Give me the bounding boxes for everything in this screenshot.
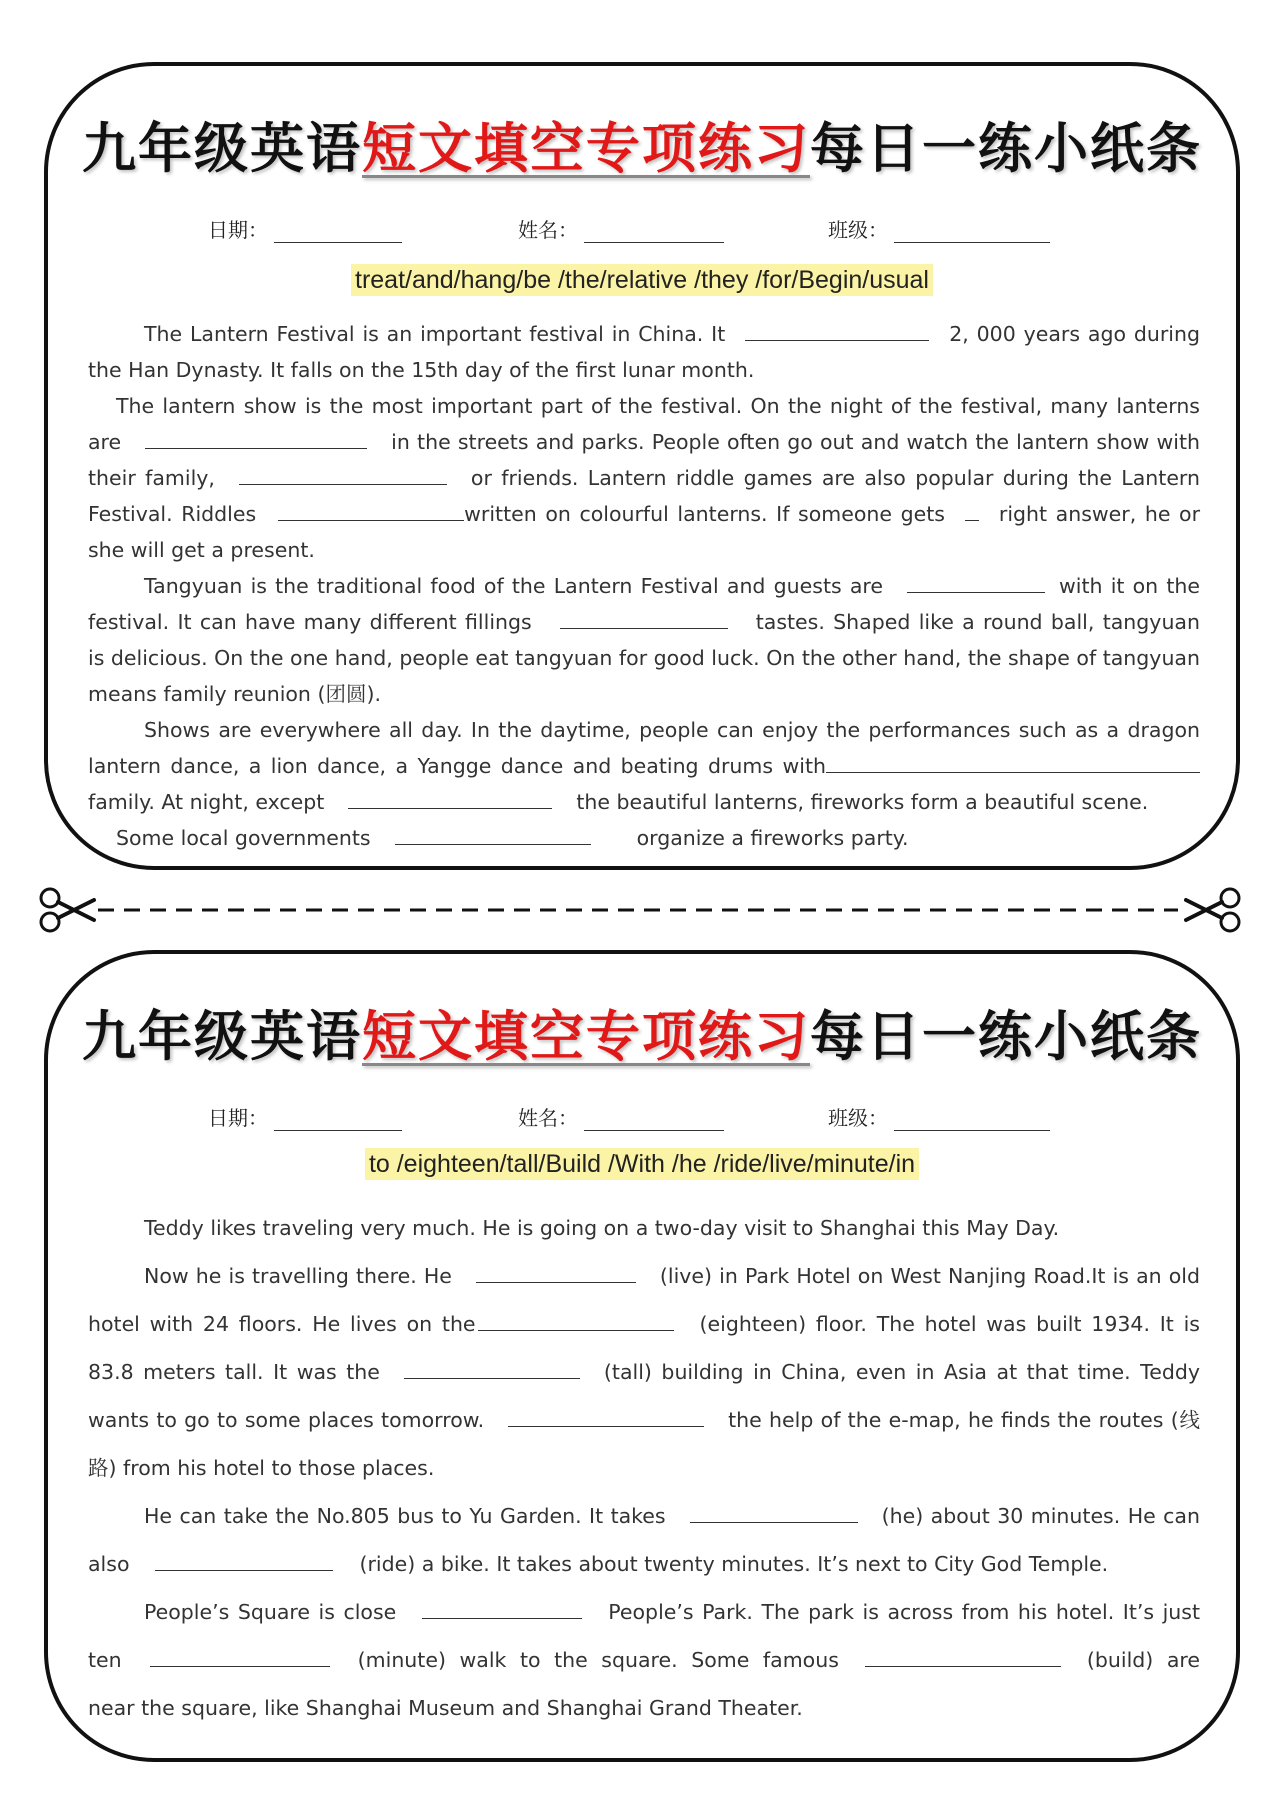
answer-blank[interactable] — [560, 606, 728, 629]
paragraph: The Lantern Festival is an important festival in China. It 2, 000 years ago during the Han Dynasty. It falls on the 15th day of the first lunar month. — [88, 316, 1200, 388]
worksheet-card-2 — [44, 950, 1240, 1762]
date-input-line[interactable] — [274, 220, 402, 243]
name-label: 姓名： — [518, 218, 578, 242]
name-label: 姓名： — [518, 1106, 578, 1130]
name-input-line[interactable] — [584, 220, 724, 243]
name-input-line[interactable] — [584, 1108, 724, 1131]
answer-blank[interactable] — [145, 426, 367, 449]
word-bank: treat/and/hang/be /the/relative /they /for/Begin/usual — [48, 266, 1236, 295]
paragraph: Shows are everywhere all day. In the daytime, people can enjoy the performances such as a dragon lantern dance, a lion dance, a Yangge dance and beating drums withfamily. At night, except the beautiful lanterns, fireworks form a beautiful scene. — [88, 718, 1200, 814]
title-black-1: 九年级英语 — [82, 1004, 362, 1068]
worksheet-card-1 — [44, 62, 1240, 870]
passage-1 — [88, 316, 1200, 856]
name-field — [518, 1102, 724, 1131]
paragraph: He can take the No.805 bus to Yu Garden. It takes (he) about 30 minutes. He can also (ride) a bike. It takes about twenty minutes. It’s next to City God Temple. — [88, 1492, 1200, 1588]
title-black-2: 每日一练小纸条 — [810, 1004, 1202, 1068]
answer-blank[interactable] — [395, 822, 591, 845]
name-field — [518, 214, 724, 243]
scissors-icon-right — [1186, 889, 1239, 931]
answer-blank[interactable] — [826, 750, 1200, 773]
worksheet-title — [48, 106, 1236, 183]
answer-blank[interactable] — [278, 498, 464, 521]
title-red: 短文填空专项练习 — [362, 116, 810, 180]
answer-blank[interactable] — [508, 1404, 704, 1427]
answer-blank[interactable] — [404, 1356, 580, 1379]
answer-blank[interactable] — [965, 498, 979, 521]
answer-blank[interactable] — [155, 1548, 333, 1571]
answer-blank[interactable] — [907, 570, 1045, 593]
class-input-line[interactable] — [894, 220, 1050, 243]
paragraph: People’s Square is close People’s Park. The park is across from his hotel. It’s just ten (minute) walk to the square. Some famous (build) are near the square, like Shanghai Museum and Shanghai Grand Theater. — [88, 1588, 1200, 1732]
info-fields — [48, 214, 1236, 244]
answer-blank[interactable] — [478, 1308, 674, 1331]
answer-blank[interactable] — [690, 1500, 858, 1523]
class-field — [828, 214, 1050, 243]
answer-blank[interactable] — [745, 318, 929, 341]
class-input-line[interactable] — [894, 1108, 1050, 1131]
date-field — [208, 214, 402, 243]
date-label: 日期： — [208, 1106, 268, 1130]
class-field — [828, 1102, 1050, 1131]
title-black-2: 每日一练小纸条 — [810, 116, 1202, 180]
cut-line — [0, 880, 1280, 940]
paragraph: Some local governments organize a fireworks party. — [88, 820, 1200, 856]
answer-blank[interactable] — [239, 462, 447, 485]
answer-blank[interactable] — [476, 1260, 636, 1283]
date-label: 日期： — [208, 218, 268, 242]
answer-blank[interactable] — [348, 786, 552, 809]
class-label: 班级： — [828, 218, 888, 242]
paragraph: Teddy likes traveling very much. He is going on a two-day visit to Shanghai this May Day. — [144, 1216, 1060, 1240]
date-input-line[interactable] — [274, 1108, 402, 1131]
paragraph: Tangyuan is the traditional food of the Lantern Festival and guests are with it on the festival. It can have many different fillings tastes. Shaped like a round ball, tangyuan is delicious. On the one hand, people eat tangyuan for good luck. On the other hand, the shape of tangyuan means family reunion (团圆). — [88, 568, 1200, 712]
paragraph: Now he is travelling there. He (live) in Park Hotel on West Nanjing Road.It is an old hotel with 24 floors. He lives on the (eighteen) floor. The hotel was built 1934. It is 83.8 meters tall. It was the (tall) building in China, even in Asia at that time. Teddy wants to go to some places tomorrow. the help of the e-map, he finds the routes (线路) from his hotel to those places. — [88, 1252, 1200, 1492]
answer-blank[interactable] — [865, 1644, 1061, 1667]
title-black-1: 九年级英语 — [82, 116, 362, 180]
class-label: 班级： — [828, 1106, 888, 1130]
answer-blank[interactable] — [422, 1596, 582, 1619]
paragraph: The lantern show is the most important part of the festival. On the night of the festival, many lanterns are in the streets and parks. People often go out and watch the lantern show with their family, or friends. Lantern riddle games are also popular during the Lantern Festival. Riddles written on colourful lanterns. If someone gets right answer, he or she will get a present. — [88, 394, 1201, 562]
worksheet-title — [48, 994, 1236, 1071]
date-field — [208, 1102, 402, 1131]
info-fields — [48, 1102, 1236, 1132]
scissors-icon-left — [41, 889, 94, 931]
answer-blank[interactable] — [150, 1644, 330, 1667]
word-bank: to /eighteen/tall/Build /With /he /ride/live/minute/in — [48, 1150, 1236, 1179]
title-red: 短文填空专项练习 — [362, 1004, 810, 1068]
passage-2 — [88, 1204, 1200, 1732]
